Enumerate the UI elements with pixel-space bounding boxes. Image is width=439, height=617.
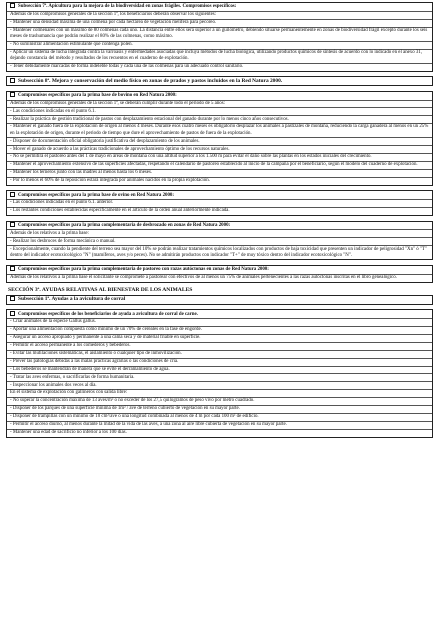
text-row: - Mantener los terneros junto con las madres al menos hasta los 6 meses.	[7, 170, 432, 178]
block-ovino	[6, 190, 433, 216]
text-row: Además de los relativos a la prima base el solicitante se compromete a pastorear con efectivos de al menos un 75% de animales pertenecientes a las razas autóctonas inscritas en el libro genealógico.	[10, 275, 397, 281]
text-row: - Permitir el acceso permanente a los comederos y bebederos.	[7, 343, 432, 351]
block-title: Compromisos específicos de los beneficiarios de ayuda a avicultura de corral de carne.	[7, 310, 432, 319]
block-bovino	[6, 91, 433, 186]
block-desbrozado	[6, 221, 433, 261]
text-row: - Disponer de trampillas con un mínimo de 10 cm²/ave o una longitud combinada al menos de 4 m por cada 100 m² de edificio.	[7, 414, 432, 422]
text-row: - Por lo menos el 60% de la reposición estará integrada por animales nacidos en la propia explotación.	[10, 178, 210, 184]
block-subseccion-8	[6, 76, 433, 86]
text-row: - Disponer de los parques de una superficie mínima de 1m² / ave de terreno cubierto de vegetación en su mayor parte.	[7, 406, 432, 414]
text-row: Además de los compromisos generales de la sección 1ª, se deberán cumplir durante todo el periodo de 5 años:	[7, 101, 432, 109]
text-row: - Realizar los desbroces de forma mecánica o manual.	[7, 238, 432, 246]
text-row: - Los bebederos se mantendrán de manera que se evite el derramamiento de agua.	[7, 367, 432, 375]
section-heading: SECCIÓN 3ª. AYUDAS RELATIVAS AL BIENESTAR DE LOS ANIMALES	[8, 286, 193, 293]
text-row: - Asegurar un acceso apropiado y permanente a una cama seca y de material friable en superficie.	[7, 335, 432, 343]
text-row: - Mantener una edad de sacrificio no inferior a los 100 días.	[10, 429, 127, 435]
block-title: Compromisos específicos para la prima complementaria de pastoreo con razas autóctonas en zonas de Red Natura 2000:	[7, 266, 432, 275]
text-row: - Evitar las mutilaciones sistemáticas, el aislamiento o cualquier tipo de inmovilización.	[7, 351, 432, 359]
checkbox[interactable]	[10, 311, 15, 316]
text-row: - No se permitirá el pastoreo antes del 1 de mayo en áreas de montaña con una altitud superior a los 1.500 m para evitar el daño sobre las plantas en los estados iniciales del crecimiento.	[7, 154, 432, 162]
block-title: Subsección 1ª. Ayudas a la avicultura de corral	[7, 296, 432, 304]
text-row: - Disponer de documentación oficial obligatoria justificativa del desplazamiento de los animales.	[7, 138, 432, 146]
text-row: - Tener debidamente marcadas de forma indeleble todas y cada una de las colmenas para un adecuado control sanitario.	[10, 64, 244, 70]
checkbox[interactable]	[10, 192, 15, 197]
text-row: - No suministrar alimentación estimulante que contenga polen.	[7, 42, 432, 50]
text-row: - Las condiciones indicadas en el punto 6.1. anterior.	[7, 200, 432, 208]
text-row: - No superar la concentración máxima de 13 aves/m² o no exceder de los 27,5 quilogramos de peso vivo por metro cuadrado.	[7, 398, 432, 406]
text-row: - Prever las patologías debidas a las malas prácticas agrarias o las condiciones de cría.	[7, 359, 432, 367]
text-row: - Las condiciones indicadas en el punto 6.1.	[7, 108, 432, 116]
block-title: Subsección 7ª. Apicultura para la mejora de la biodiversidad en zonas frágiles. Compromisos específicos:	[7, 3, 432, 12]
block-apicultura	[6, 2, 433, 72]
text-row: - Mantener el ganado fuera de la explotación de origen al menos 4 meses. Durante esos cuatro meses es obligatorio desplazar los animales a pastizales de montaña, reduciendo la carga ganadera al menos en un 25% en la explotación de origen, durante el periodo de tiempo que dure el aprovechamiento de pastos de fuera de la explotación.	[7, 124, 432, 138]
text-row: - Excepcionalmente, cuando la pendiente del terreno sea mayor del 10% se podrán realizar tratamientos químicos localizados con productos de baja toxicidad que presenten un indicador de peligrosidad "Xn" ó "T" dentro del indicador ecotoxicológico "N" (mamíferos, aves y/o peces). No se admitirán productos con indicador "T+" de muy tóxico dentro del indicador ecotoxicológico "N".	[10, 246, 427, 258]
checkbox[interactable]	[10, 92, 15, 97]
text-row: - Aplicar un sistema de lucha integrada contra la varroasis y enfermedades asociadas que incluya métodos de lucha biológica, utilizando productos químicos de síntesis de acuerdo con lo indicado en el anexo 31, dejando constancia del método y resultados de los recuentos en el cuaderno de explotación.	[7, 50, 432, 64]
block-pastoreo	[6, 265, 433, 283]
block-title: Subsección 8ª. Mejora y conservación del medio físico en zonas de prados y pastos incluidos en la Red Natura 2000.	[7, 77, 432, 85]
text-row: Además de los compromisos generales de la sección 1ª, los beneficiarios deberán observar los siguientes:	[7, 12, 432, 20]
text-row: - Aportar una alimentación compuesta como mínimo de un 70% de cereales en la fase de engorde.	[7, 327, 432, 335]
text-row: - Mantener el aprovechamiento extensivo de las superficies afectadas, respetando el calendario de pastoreo establecido al inicio de la campaña por el beneficiario, según el modelo del cuaderno de explotación.	[7, 162, 432, 170]
block-title: Compromisos específicos para la prima base de bovino en Red Natura 2000:	[7, 92, 432, 101]
checkbox[interactable]	[10, 222, 15, 227]
text-row: - Mantener colmenares con un máximo de 80 colmenas cada uno. La distancia entre ellos será superior a un guilómetro, debiendo situarse permanentemente en zonas de biodiversidad frágil excepto durante los seis meses de trashumancia que podrán realizar el 80% de las colmenas, como máximo.	[7, 28, 432, 42]
block-subseccion-1	[6, 295, 433, 305]
text-row: - Criar animales de la especie Gallus gallus.	[7, 319, 432, 327]
block-title: Compromisos específicos para la prima complementaria de desbrozado en zonas de Red Natura 2000:	[7, 222, 432, 231]
text-row: - Tratar las aves enfermas, o sacrificarlas de forma humanitaria.	[7, 374, 432, 382]
text-row: - Mover el ganado de acuerdo a las prácticas tradicionales de aprovechamiento óptimo de los recursos naturales.	[7, 146, 432, 154]
checkbox[interactable]	[10, 266, 15, 271]
checkbox[interactable]	[10, 296, 15, 301]
block-avicultura	[6, 309, 433, 437]
text-row: En el sistema de explotación con gallineros con salida libre:	[7, 390, 432, 398]
text-row: - Mantener una densidad máxima de una colmena por cada hectárea de vegetación melífera para pecoreo.	[7, 20, 432, 28]
text-row: - Los restantes condiciones establecidas específicamente en el artículo de la orden anual anteriormente indicada.	[10, 208, 230, 214]
text-row: Además de los relativos a la prima base:	[7, 230, 432, 238]
text-row: - Permitir el acceso diurno, al menos durante la mitad de la vida de las aves, a una zona al aire libre cubierta de vegetación en su mayor parte.	[7, 422, 432, 430]
text-row: - Realizar la práctica de gestión tradicional de pastos con desplazamiento estacional del ganado durante por lo menos cinco años consecutivos.	[7, 116, 432, 124]
checkbox[interactable]	[10, 3, 15, 8]
block-title: Compromisos específicos para la prima base de ovino en Red Natura 2000:	[7, 191, 432, 200]
document-page	[0, 2, 439, 617]
text-row: - Inspeccionar los animales dos veces al día.	[7, 382, 432, 390]
checkbox[interactable]	[10, 78, 15, 83]
